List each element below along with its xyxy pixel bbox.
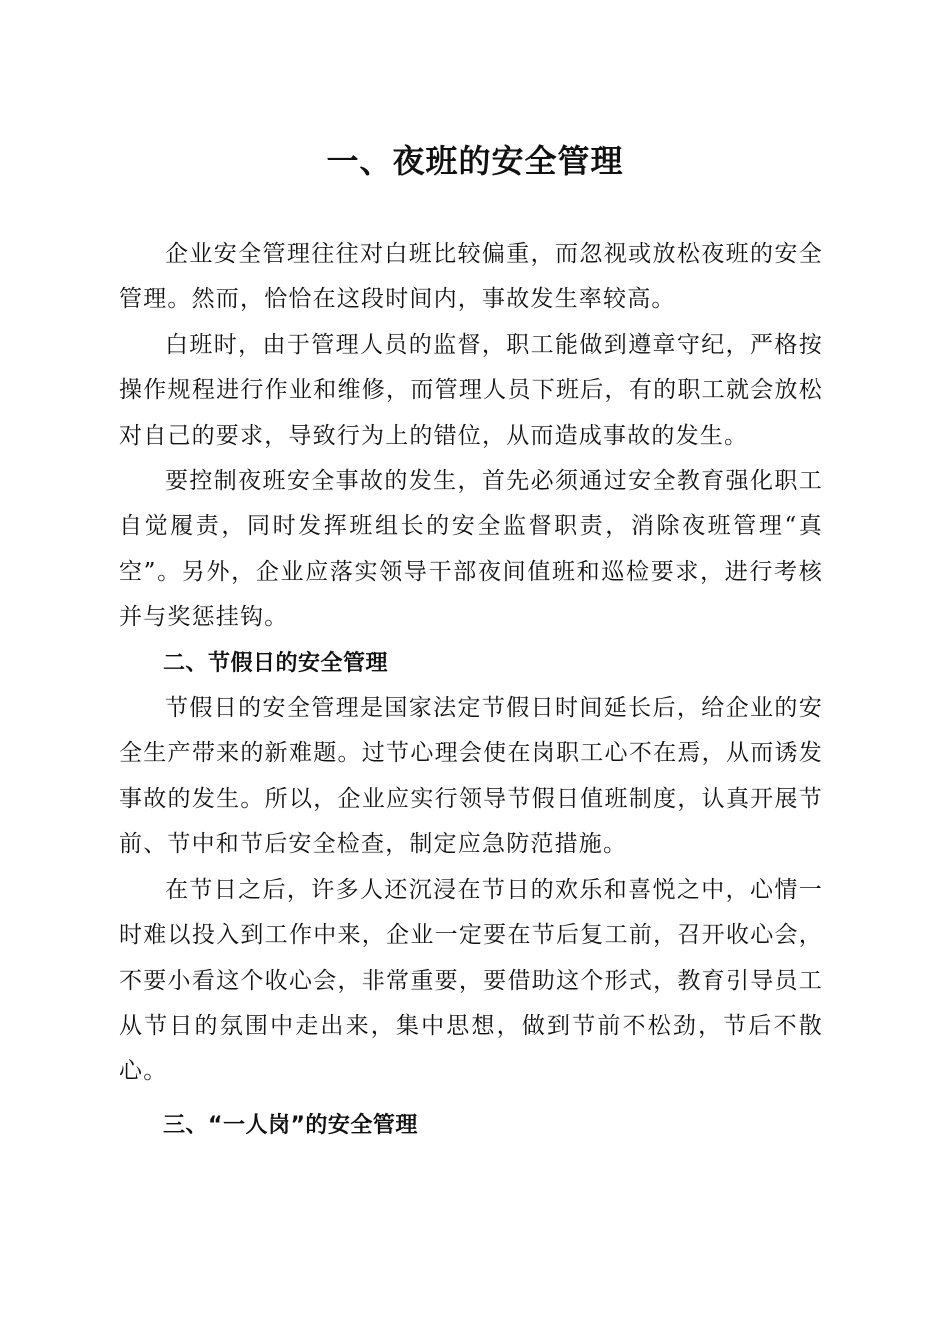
- document-body: [119, 232, 823, 1148]
- section-heading: 二、节假日的安全管理: [163, 650, 389, 676]
- document-title: 一、夜班的安全管理: [326, 142, 624, 180]
- paragraph: 在节日之后，许多人还沉浸在节日的欢乐和喜悦之中，心情一时难以投入到工作中来，企业一定要在节后复工前，召开收心会，不要小看这个收心会，非常重要，要借助这个形式，教育引导员工从节日的氛围中走出来，集中思想，做到节前不松劲，节后不散心。: [119, 876, 823, 1085]
- paragraph: 白班时，由于管理人员的监督，职工能做到遵章守纪，严格按操作规程进行作业和维修，而管理人员下班后，有的职工就会放松对自己的要求，导致行为上的错位，从而造成事故的发生。: [119, 331, 823, 449]
- paragraph: 企业安全管理往往对白班比较偏重，而忽视或放松夜班的安全管理。然而，恰恰在这段时间内，事故发生率较高。: [119, 241, 823, 313]
- section-heading: 三、“一人岗”的安全管理: [163, 1112, 418, 1138]
- paragraph: 节假日的安全管理是国家法定节假日时间延长后，给企业的安全生产带来的新难题。过节心理会使在岗职工心不在焉，从而诱发事故的发生。所以，企业应实行领导节假日值班制度，认真开展节前、节中和节后安全检查，制定应急防范措施。: [119, 695, 823, 858]
- paragraph: 要控制夜班安全事故的发生，首先必须通过安全教育强化职工自觉履责，同时发挥班组长的安全监督职责，消除夜班管理“真空”。另外，企业应落实领导干部夜间值班和巡检要求，进行考核并与奖惩挂钩。: [119, 468, 823, 631]
